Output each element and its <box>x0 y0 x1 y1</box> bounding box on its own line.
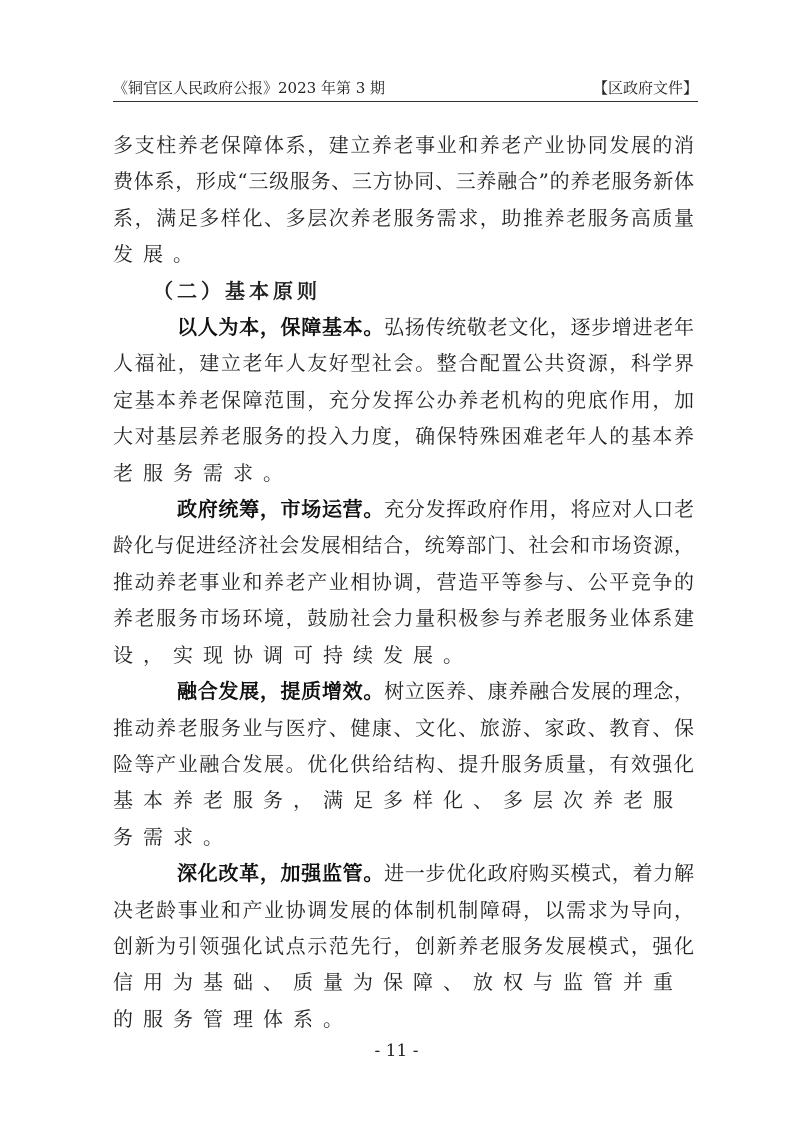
text-line: 发展。 <box>113 242 203 267</box>
header-section: 【区政府文件】 <box>592 78 698 97</box>
text-line <box>113 673 694 709</box>
text-line: 费体系，形成“三级服务、三方协同、三养融合”的养老服务新体 <box>113 169 694 194</box>
intro-paragraph <box>113 127 694 273</box>
text-line: 定基本养老保障范围，充分发挥公办养老机构的兜底作用，加 <box>113 387 694 412</box>
principle-paragraph <box>113 491 694 673</box>
text-line: 信用为基础、质量为保障、放权与监管并重的服务管理体系。 <box>113 970 683 1031</box>
text-line: 老服务需求。 <box>113 460 293 485</box>
text-line: 推动养老服务业与医疗、健康、文化、旅游、家政、教育、保 <box>113 715 694 740</box>
principle-title: 融合发展，提质增效。 <box>177 679 385 704</box>
principle-paragraph <box>113 855 694 1037</box>
principle-title: 以人为本，保障基本。 <box>177 315 385 340</box>
running-header <box>113 76 698 98</box>
text-line: 养老服务市场环境，鼓励社会力量积极参与养老服务业体系建 <box>113 606 694 631</box>
principle-title: 政府统筹，市场运营。 <box>177 497 385 522</box>
text-span: 弘扬传统敬老文化，逐步增进老年 <box>384 315 695 340</box>
text-line: 基本养老服务，满足多样化、多层次养老服务需求。 <box>113 788 683 849</box>
text-line: 大对基层养老服务的投入力度，确保特殊困难老年人的基本养 <box>113 424 694 449</box>
header-publication: 《铜官区人民政府公报》2023 年第 3 期 <box>113 78 386 97</box>
text-line: 设，实现协调可持续发展。 <box>113 642 473 667</box>
text-line: 人福祉，建立老年人友好型社会。整合配置公共资源，科学界 <box>113 351 694 376</box>
text-line: 系，满足多样化、多层次养老服务需求，助推养老服务高质量 <box>113 205 694 230</box>
text-line <box>113 491 694 527</box>
text-span: 充分发挥政府作用，将应对人口老 <box>384 497 695 522</box>
text-span: 进一步优化政府购买模式，着力解 <box>384 861 695 886</box>
page-number: - 11 - <box>374 1041 419 1061</box>
text-line: 多支柱养老保障体系，建立养老事业和养老产业协同发展的消 <box>113 133 694 157</box>
text-line <box>113 855 694 891</box>
header-rule <box>113 101 698 102</box>
text-span: 树立医养、康养融合发展的理念， <box>384 679 695 704</box>
text-line <box>113 309 694 345</box>
principle-paragraph <box>113 673 694 855</box>
text-line: 险等产业融合发展。优化供给结构、提升服务质量，有效强化 <box>113 751 694 776</box>
text-line: 推动养老事业和养老产业相协调，营造平等参与、公平竞争的 <box>113 569 694 594</box>
text-line: 决老龄事业和产业协调发展的体制机制障碍，以需求为导向， <box>113 897 694 922</box>
text-line: 创新为引领强化试点示范先行，创新养老服务发展模式，强化 <box>113 933 694 958</box>
text-line: 龄化与促进经济社会发展相结合，统筹部门、社会和市场资源， <box>113 533 694 558</box>
document-body <box>113 127 694 1037</box>
section-heading: （二）基本原则 <box>153 278 321 303</box>
principle-title: 深化改革，加强监管。 <box>177 861 385 886</box>
principle-paragraph <box>113 309 694 491</box>
